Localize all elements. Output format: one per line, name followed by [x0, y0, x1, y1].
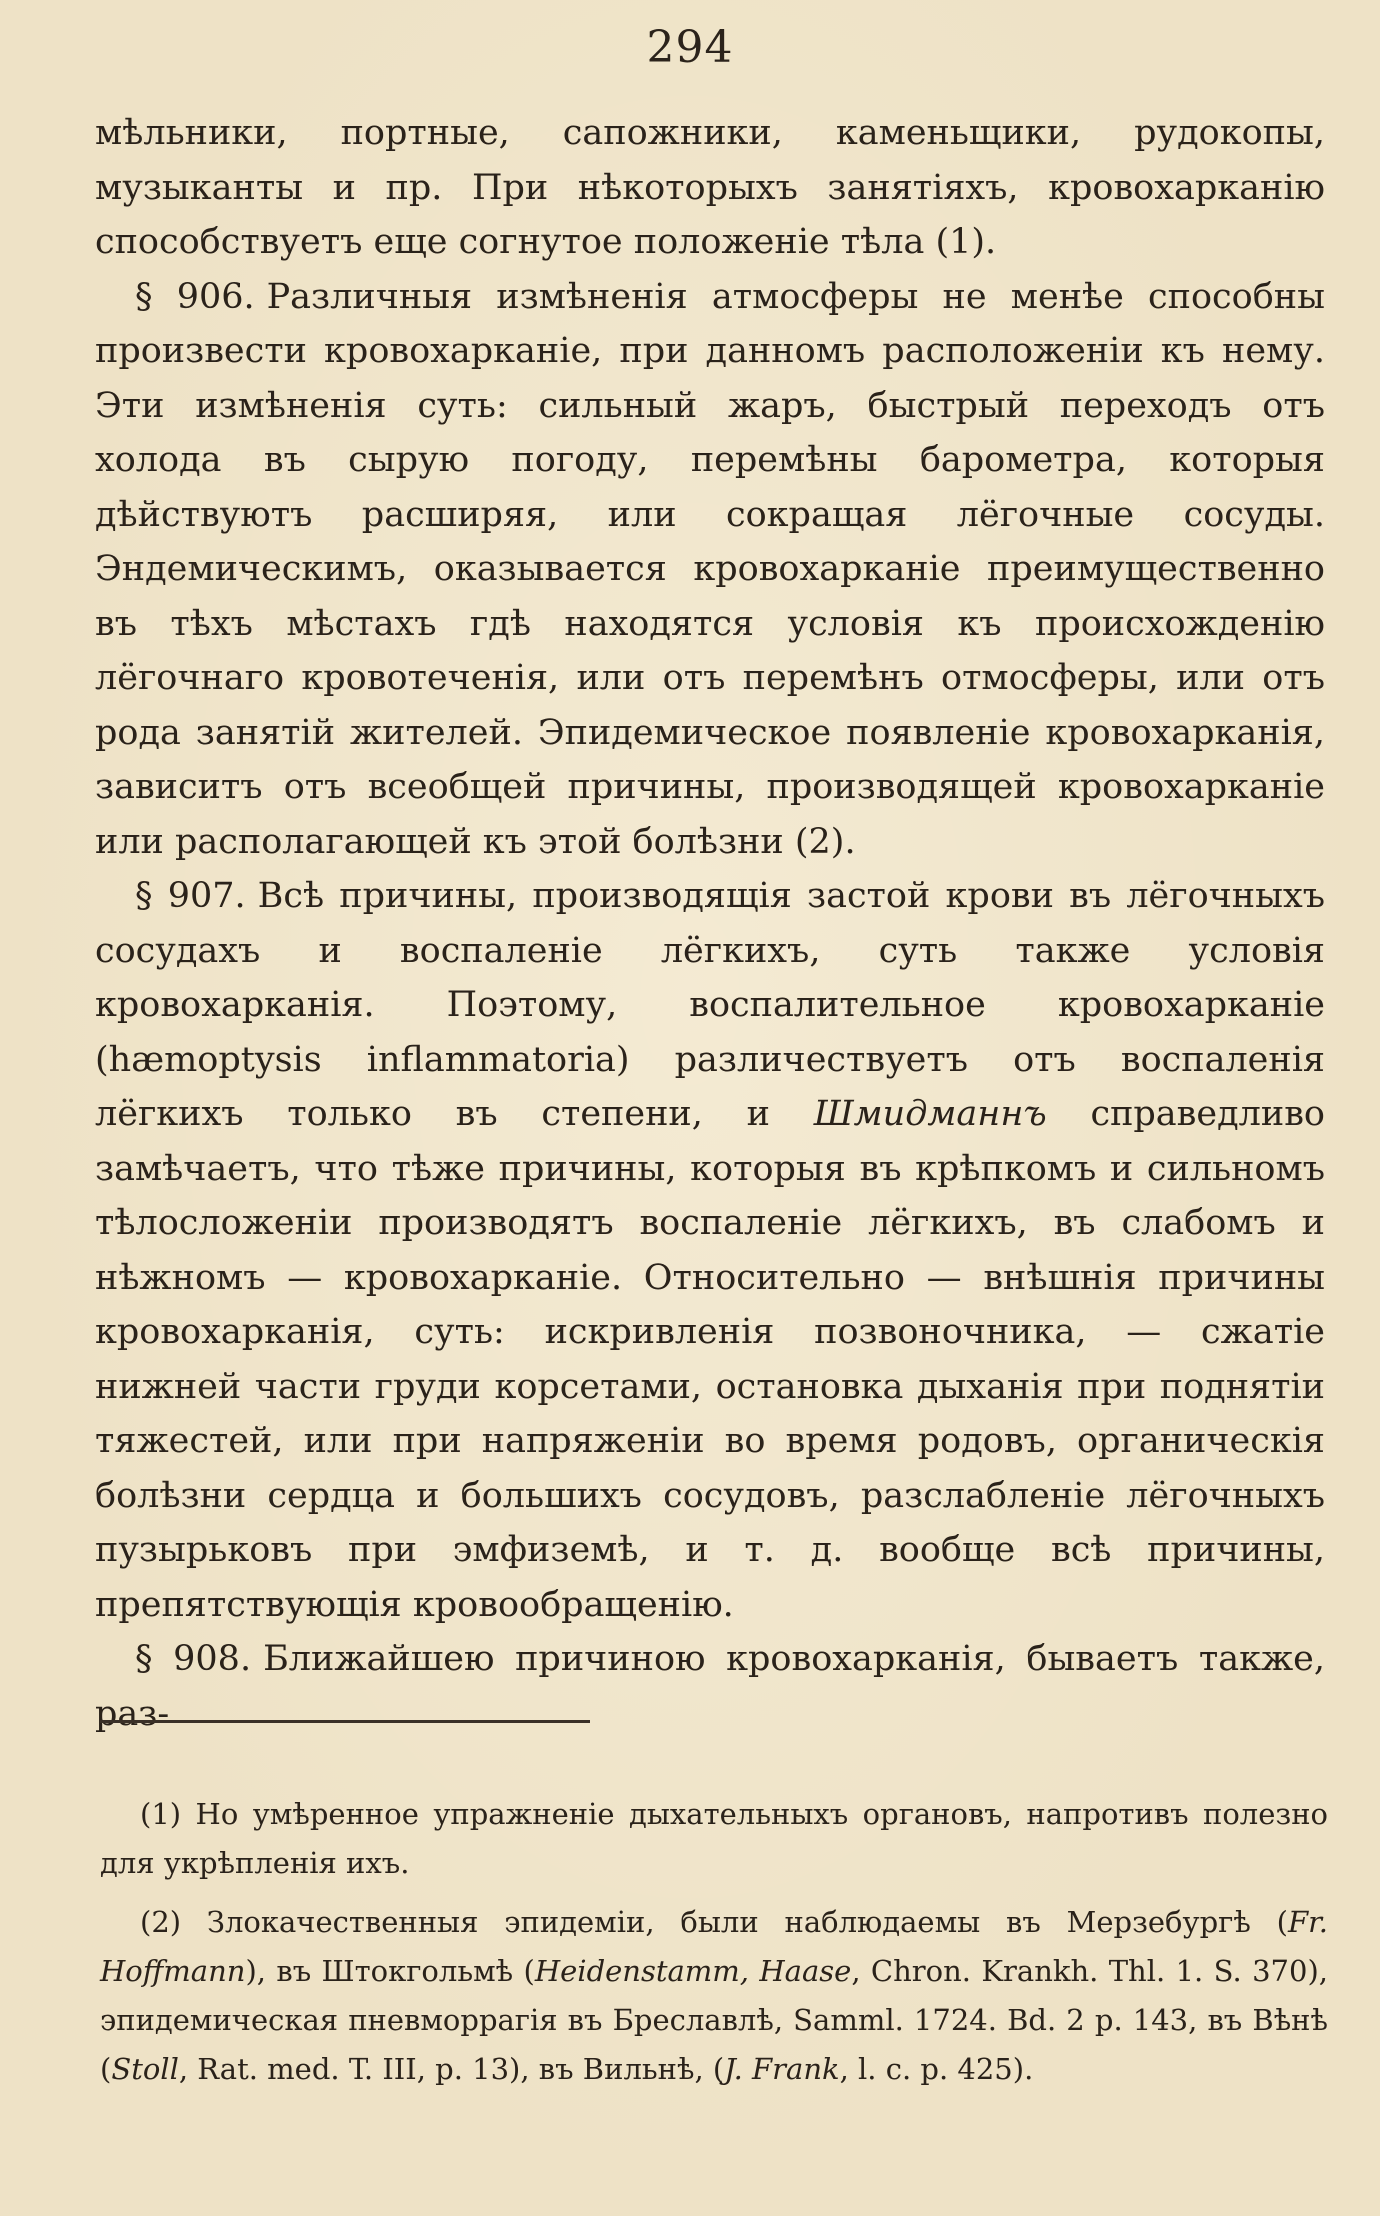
- footnote-1: (1) Но умѣренное упражненіе дыхательныхъ органовъ, напротивъ полезно для укрѣпленія ихъ.: [100, 1797, 1328, 1880]
- section-text: справедливо замѣчаетъ, что тѣже причины, которыя въ крѣпкомъ и сильномъ тѣлосложеніи производятъ воспаленіе лёгкихъ, въ слабомъ и нѣжномъ — кровохарканіе. Относительно — внѣшнія причины кровохарканія, суть: искривленія позвоночника, — сжатіе нижней части груди корсетами, остановка дыханія при поднятіи тяжестей, или при напряженіи во время родовъ, органическія болѣзни сердца и большихъ сосудовъ, разслабленіе лёгочныхъ пузырьковъ при эмфиземѣ, и т. д. вообще всѣ причины, препятствующія кровообращенію.: [95, 1094, 1325, 1625]
- section-text: Различныя измѣненія атмосферы не менѣе способны произвести кровохарканіе, при данномъ расположеніи къ нему. Эти измѣненія суть: сильный жаръ, быстрый переходъ отъ холода въ сырую погоду, перемѣны барометра, которыя дѣйствуютъ расширяя, или сокращая лёгочные сосуды. Эндемическимъ, оказывается кровохарканіе преимущественно въ тѣхъ мѣстахъ гдѣ находятся условія къ происхожденію лёгочнаго кровотеченія, или отъ перемѣнъ отмосферы, или отъ рода занятій жителей. Эпидемическое появленіе кровохарканія, зависитъ отъ всеобщей причины, производящей кровохарканіе или располагающей къ этой болѣзни (2).: [95, 276, 1325, 862]
- footnote-text: , l. c. p. 425).: [839, 2052, 1034, 2086]
- footnotes: [100, 1790, 1328, 2104]
- footnote-citation: Stoll: [111, 2052, 179, 2086]
- footnote-citation: Heidenstamm, Haase: [534, 1954, 852, 1988]
- section-mark: § 907.: [135, 876, 246, 916]
- section-mark: § 908.: [135, 1639, 252, 1679]
- footnote-2: [100, 1898, 1328, 2094]
- footnote-citation: J. Frank: [724, 2052, 840, 2086]
- footnote-text: (2) Злокачественныя эпидеміи, были наблюдаемы въ Мерзебургѣ (: [140, 1905, 1288, 1939]
- footnote-divider: [100, 1720, 590, 1723]
- section-908: [95, 1632, 1325, 1741]
- section-text: Всѣ причины, производящія застой крови въ лёгочныхъ сосудахъ и воспаленіе лёгкихъ, суть также условія кровохарканія. Поэтому, воспалительное кровохарканіе (hæmoptysis inflammatoria) различествуетъ отъ воспаленія лёгкихъ только въ степени, и: [95, 876, 1326, 1134]
- section-906: [95, 270, 1325, 870]
- main-text: [95, 106, 1325, 1741]
- section-907: [95, 869, 1325, 1632]
- paragraph-continued: мѣльники, портные, сапожники, каменьщики, рудокопы, музыканты и пр. При нѣкоторыхъ занятіяхъ, кровохарканію способствуетъ еще согнутое положеніе тѣла (1).: [95, 113, 1325, 262]
- footnote-text: , Chron. Krankh. Thl. 1. S. 370), эпидемическая пневморрагія въ Бреславлѣ, Samml. 1724. Bd. 2 p. 143, въ Вѣнѣ (: [100, 1954, 1328, 2086]
- author-name: Шмидманнъ: [813, 1094, 1047, 1134]
- footnote-text: , Rat. med. T. III, p. 13), въ Вильнѣ, (: [178, 2052, 725, 2086]
- footnote-text: ), въ Штокгольмѣ (: [245, 1954, 535, 1988]
- section-mark: § 906.: [135, 276, 255, 317]
- section-text: Ближайшею причиною кровохарканія, бываетъ также, раз-: [95, 1639, 1326, 1734]
- page-number: 294: [646, 22, 734, 73]
- footnote-citation: Fr. Hoffmann: [100, 1905, 1328, 1988]
